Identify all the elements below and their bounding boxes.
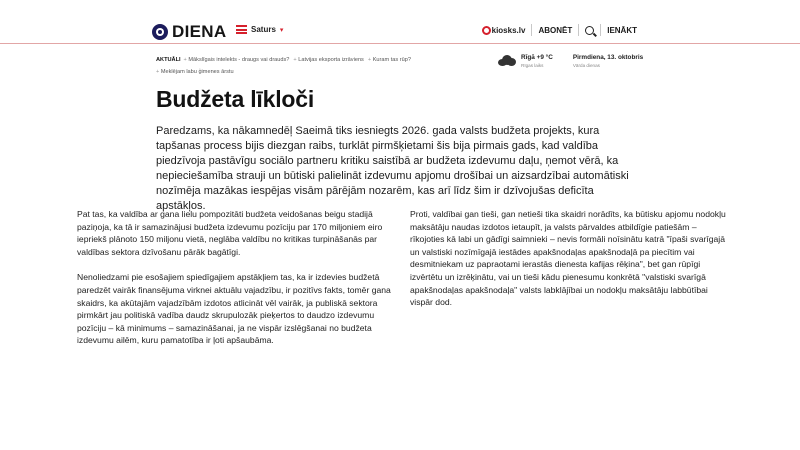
- article-paragraph: Pat tas, ka valdība ar gana lielu pompozitāti budžeta veidošanas beigu stadijā paziņoja, ka tā ir samazinājusi budžeta izdevumu pozīciju par 170 miljoniem eiro iepriekš plānoto 150 miljonu vietā, neglāba valdību no kritikas turpināšanās par valdības sektora dzīvošanu pārāk bagātīgi.: [77, 209, 383, 257]
- article-lead: Paredzams, ka nākamnedēļ Saeimā tiks iesniegts 2026. gada valsts budžeta projekts, kura tapšanas process bijis diezgan raibs, turklāt pirmšķietami šis bija pirmais gads, kad valdība piedzīvoja pastāvīgu sociālo partneru kritiku saistībā ar budžeta izdevumu daļu, ņemot vērā, ka nepieciešamība strauji un būtiski palielināt izdevumu apjomu drošībai un aizsardzībai automātiski nozīmēja mazākas iespējas visām pārējām nozarēm, kas arī līdz šim ir dzīvojušas deficīta apstākļos.: [156, 125, 629, 212]
- trending-bar: [156, 54, 486, 78]
- article-column-right: [410, 208, 726, 322]
- article-paragraph: Proti, valdībai gan tieši, gan netieši tika skaidri norādīts, ka būtisku apjomu nodokļu maksātāju naudas izdotos ietaupīt, ja valsts pārvaldes atbildīgie patiešām – rīkojoties kā labi un gādīgi saimnieki – nevis formāli noīsinātu katrā "īpaši svarīgajā un valstiski nozīmīgajā iestādes apakšnodaļas apakšnodaļā pa piecītim vai desmitniekam uz papraotami ierastās dienesta kafijas rēķina", bet gan rūpīgi izvērtētu un izrēķinātu, vai un tieši kādu pienesumu konkrētā "valstiski svarīgā apakšnodaļas apakšnodaļa" valsts labklājībai un nodokļu maksātāju labbūtībai vispār dod.: [410, 209, 726, 308]
- article-title: Budžeta līkloči: [156, 86, 315, 112]
- article-column-left: [77, 208, 395, 360]
- login-link[interactable]: IENĀKT: [607, 25, 637, 35]
- article-paragraph: Nenoliedzami pie esošajiem spiedīgajiem apstākļiem tas, ka ir izdevies budžetā paredzēt vairāk finansējuma virknei aktuālu vajadzību, ir pozitīvs fakts, tomēr gana skaidrs, ka akūtajām vajadzībām izdotos atlicināt vēl vairāk, ja publiskā sektora pirmkārt jau politiskā vadība daudz skrupulozāk pieķertos to daudzo izdevumu pozīciju – kā minimums – samazināšanai, ja ne vispār izslēgšanai no budžeta izdevumu ailēm, kuru pamatotība ir ļoti apšaubāma.: [77, 272, 391, 346]
- weather-city-temp: Rīgā +9 °C: [521, 54, 553, 61]
- logo-mark-icon: [152, 24, 168, 40]
- subscribe-link[interactable]: ABONĒT: [538, 25, 573, 35]
- trending-label: AKTUĀLI: [156, 57, 181, 63]
- weather-widget: [498, 54, 643, 68]
- site-logo[interactable]: [152, 22, 226, 42]
- menu-button[interactable]: [236, 25, 283, 34]
- menu-label: Saturs: [251, 25, 276, 34]
- hamburger-icon: [236, 25, 247, 34]
- trending-link[interactable]: + Kuram tas rūp?: [368, 57, 411, 63]
- kiosks-link[interactable]: [482, 26, 526, 35]
- kiosks-icon: [482, 26, 491, 35]
- search-icon[interactable]: [585, 26, 594, 35]
- weather-date: Pirmdiena, 13. oktobris: [572, 54, 644, 61]
- top-header: [0, 0, 800, 44]
- divider: [578, 24, 579, 36]
- header-actions: [482, 24, 637, 36]
- weather-date-sub: Vārda dienas: [572, 63, 600, 68]
- trending-link[interactable]: + Latvijas eksporta izrāviens: [293, 57, 363, 63]
- divider: [600, 24, 601, 36]
- weather-sub: Rīgas laiks: [521, 63, 544, 68]
- trending-link[interactable]: + Meklējam labu ģimenes ārstu: [156, 69, 234, 75]
- logo-text: DIENA: [172, 22, 227, 41]
- divider: [531, 24, 532, 36]
- trending-link[interactable]: + Mākslīgais intelekts - draugs vai drauds?: [184, 57, 290, 63]
- kiosks-label: kiosks.lv: [491, 25, 526, 35]
- cloud-icon: [498, 55, 516, 66]
- caret-down-icon: ▾: [279, 26, 284, 34]
